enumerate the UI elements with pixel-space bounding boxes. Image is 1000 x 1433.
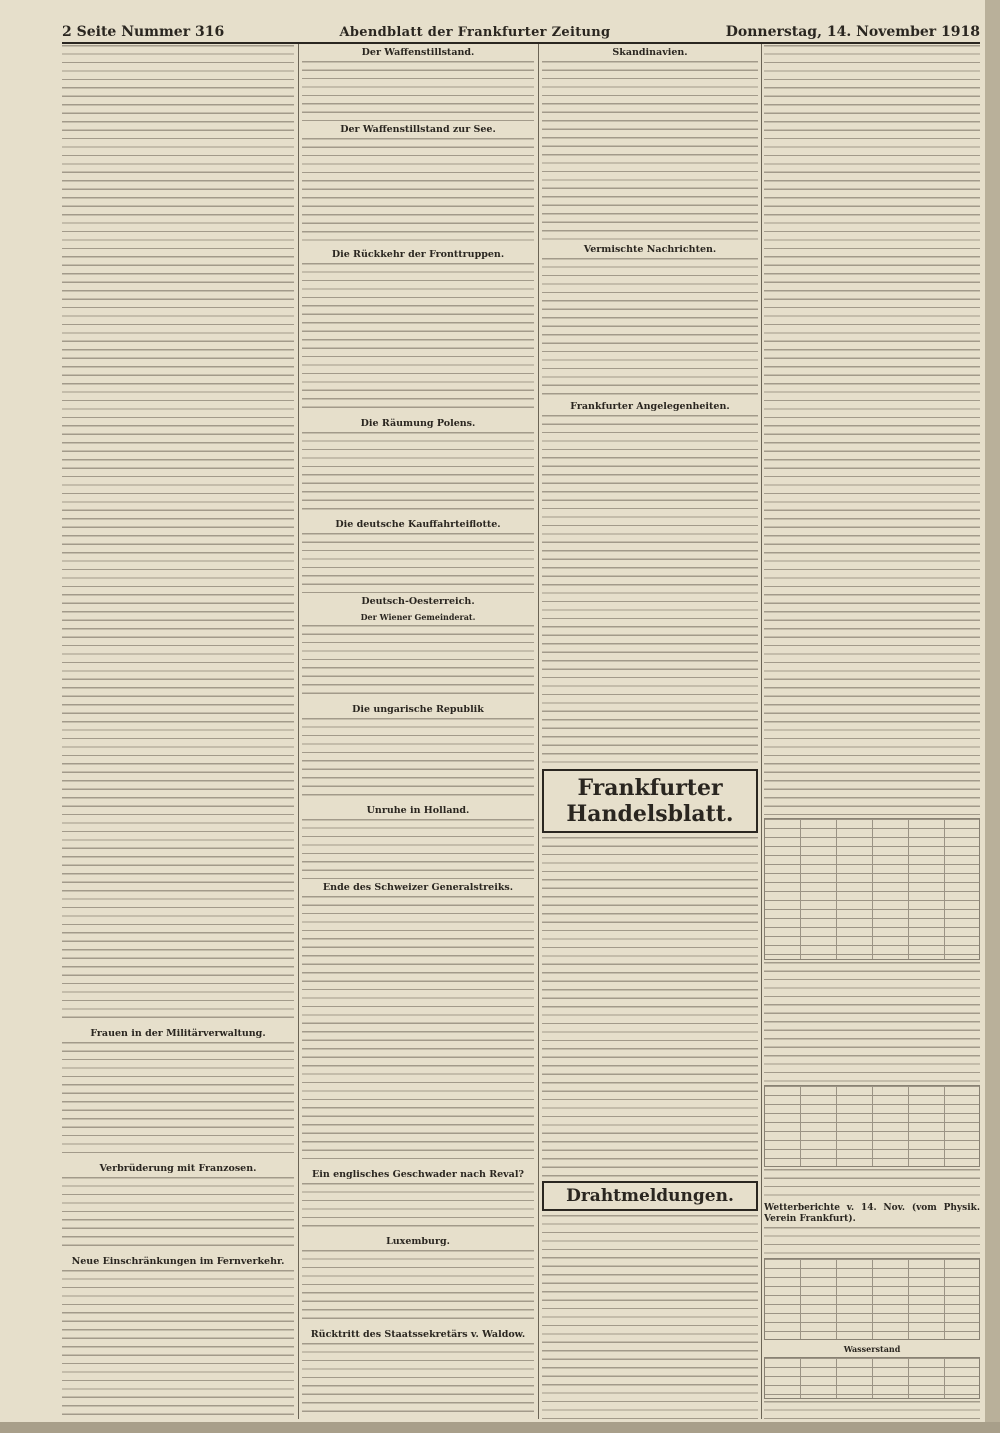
article-text bbox=[542, 837, 758, 1177]
section-banner: Drahtmeldungen. bbox=[542, 1181, 758, 1211]
market-table bbox=[764, 818, 980, 960]
headline: Unruhe in Holland. bbox=[366, 805, 470, 816]
weather-heading: Wetterberichte v. 14. Nov. (vom Physik. Verein Frankfurt). bbox=[764, 1203, 980, 1224]
article-text bbox=[302, 61, 534, 121]
article-text bbox=[542, 258, 758, 398]
headline: Die ungarische Republik bbox=[352, 704, 484, 715]
subheadline: Wasserstand bbox=[843, 1344, 901, 1354]
article-text bbox=[764, 45, 980, 815]
article-text bbox=[62, 45, 294, 1025]
column-2 bbox=[302, 44, 534, 1419]
article-text bbox=[302, 625, 534, 701]
headline: Ein englisches Geschwader nach Reval? bbox=[312, 1169, 524, 1180]
article-text bbox=[764, 1401, 980, 1419]
headline: Frankfurter Angelegenheiten. bbox=[570, 401, 730, 412]
masthead bbox=[62, 10, 980, 44]
headline: Rücktritt des Staatssekretärs v. Waldow. bbox=[310, 1329, 526, 1340]
headline: Die Räumung Polens. bbox=[360, 418, 476, 429]
article-text bbox=[542, 415, 758, 765]
article-text bbox=[302, 718, 534, 802]
headline: Die Rückkehr der Fronttruppen. bbox=[331, 249, 505, 260]
headline: Vermischte Nachrichten. bbox=[583, 244, 717, 255]
article-text bbox=[302, 819, 534, 879]
article-text bbox=[542, 1215, 758, 1419]
article-text bbox=[302, 1250, 534, 1326]
column-rule bbox=[538, 44, 539, 1419]
column-1 bbox=[62, 44, 294, 1419]
page-edge bbox=[0, 1422, 1000, 1433]
article-text bbox=[764, 1169, 980, 1199]
article-text bbox=[302, 1343, 534, 1419]
headline: Neue Einschränkungen im Fernverkehr. bbox=[71, 1256, 285, 1267]
headline: Verbrüderung mit Franzosen. bbox=[99, 1163, 257, 1174]
section-title: Frankfurter Handelsblatt. bbox=[566, 775, 734, 827]
article-text bbox=[62, 1177, 294, 1253]
article-text bbox=[764, 1227, 980, 1255]
article-text bbox=[302, 432, 534, 516]
headline: Die deutsche Kauffahrteiflotte. bbox=[335, 519, 501, 530]
article-text bbox=[302, 896, 534, 1166]
page-edge bbox=[985, 0, 1000, 1433]
page-number: 2 Seite Nummer 316 bbox=[62, 24, 225, 40]
water-table bbox=[764, 1357, 980, 1399]
headline: Skandinavien. bbox=[612, 47, 688, 58]
headline: Der Waffenstillstand. bbox=[361, 47, 475, 58]
newspaper-title: Abendblatt der Frankfurter Zeitung bbox=[339, 25, 611, 40]
headline: Der Waffenstillstand zur See. bbox=[340, 124, 496, 135]
column-rule bbox=[761, 44, 762, 1419]
column-rule bbox=[298, 44, 299, 1419]
article-text bbox=[62, 1270, 294, 1419]
headline: Luxemburg. bbox=[386, 1236, 450, 1247]
column-4 bbox=[764, 44, 980, 1419]
market-table bbox=[764, 1085, 980, 1167]
headline: Frauen in der Militärverwaltung. bbox=[90, 1028, 266, 1039]
article-text bbox=[764, 962, 980, 1082]
column-3 bbox=[542, 44, 758, 1419]
article-text bbox=[542, 61, 758, 241]
article-text bbox=[302, 1183, 534, 1233]
subheadline: Der Wiener Gemeinderat. bbox=[360, 612, 476, 622]
article-text bbox=[302, 138, 534, 246]
issue-date: Donnerstag, 14. November 1918 bbox=[725, 24, 980, 40]
article-text bbox=[302, 263, 534, 415]
headline: Ende des Schweizer Generalstreiks. bbox=[322, 882, 514, 893]
section-banner bbox=[542, 769, 758, 833]
article-text bbox=[62, 1042, 294, 1160]
weather-table bbox=[764, 1258, 980, 1340]
article-text bbox=[302, 533, 534, 593]
headline: Deutsch-Oesterreich. bbox=[361, 596, 475, 607]
